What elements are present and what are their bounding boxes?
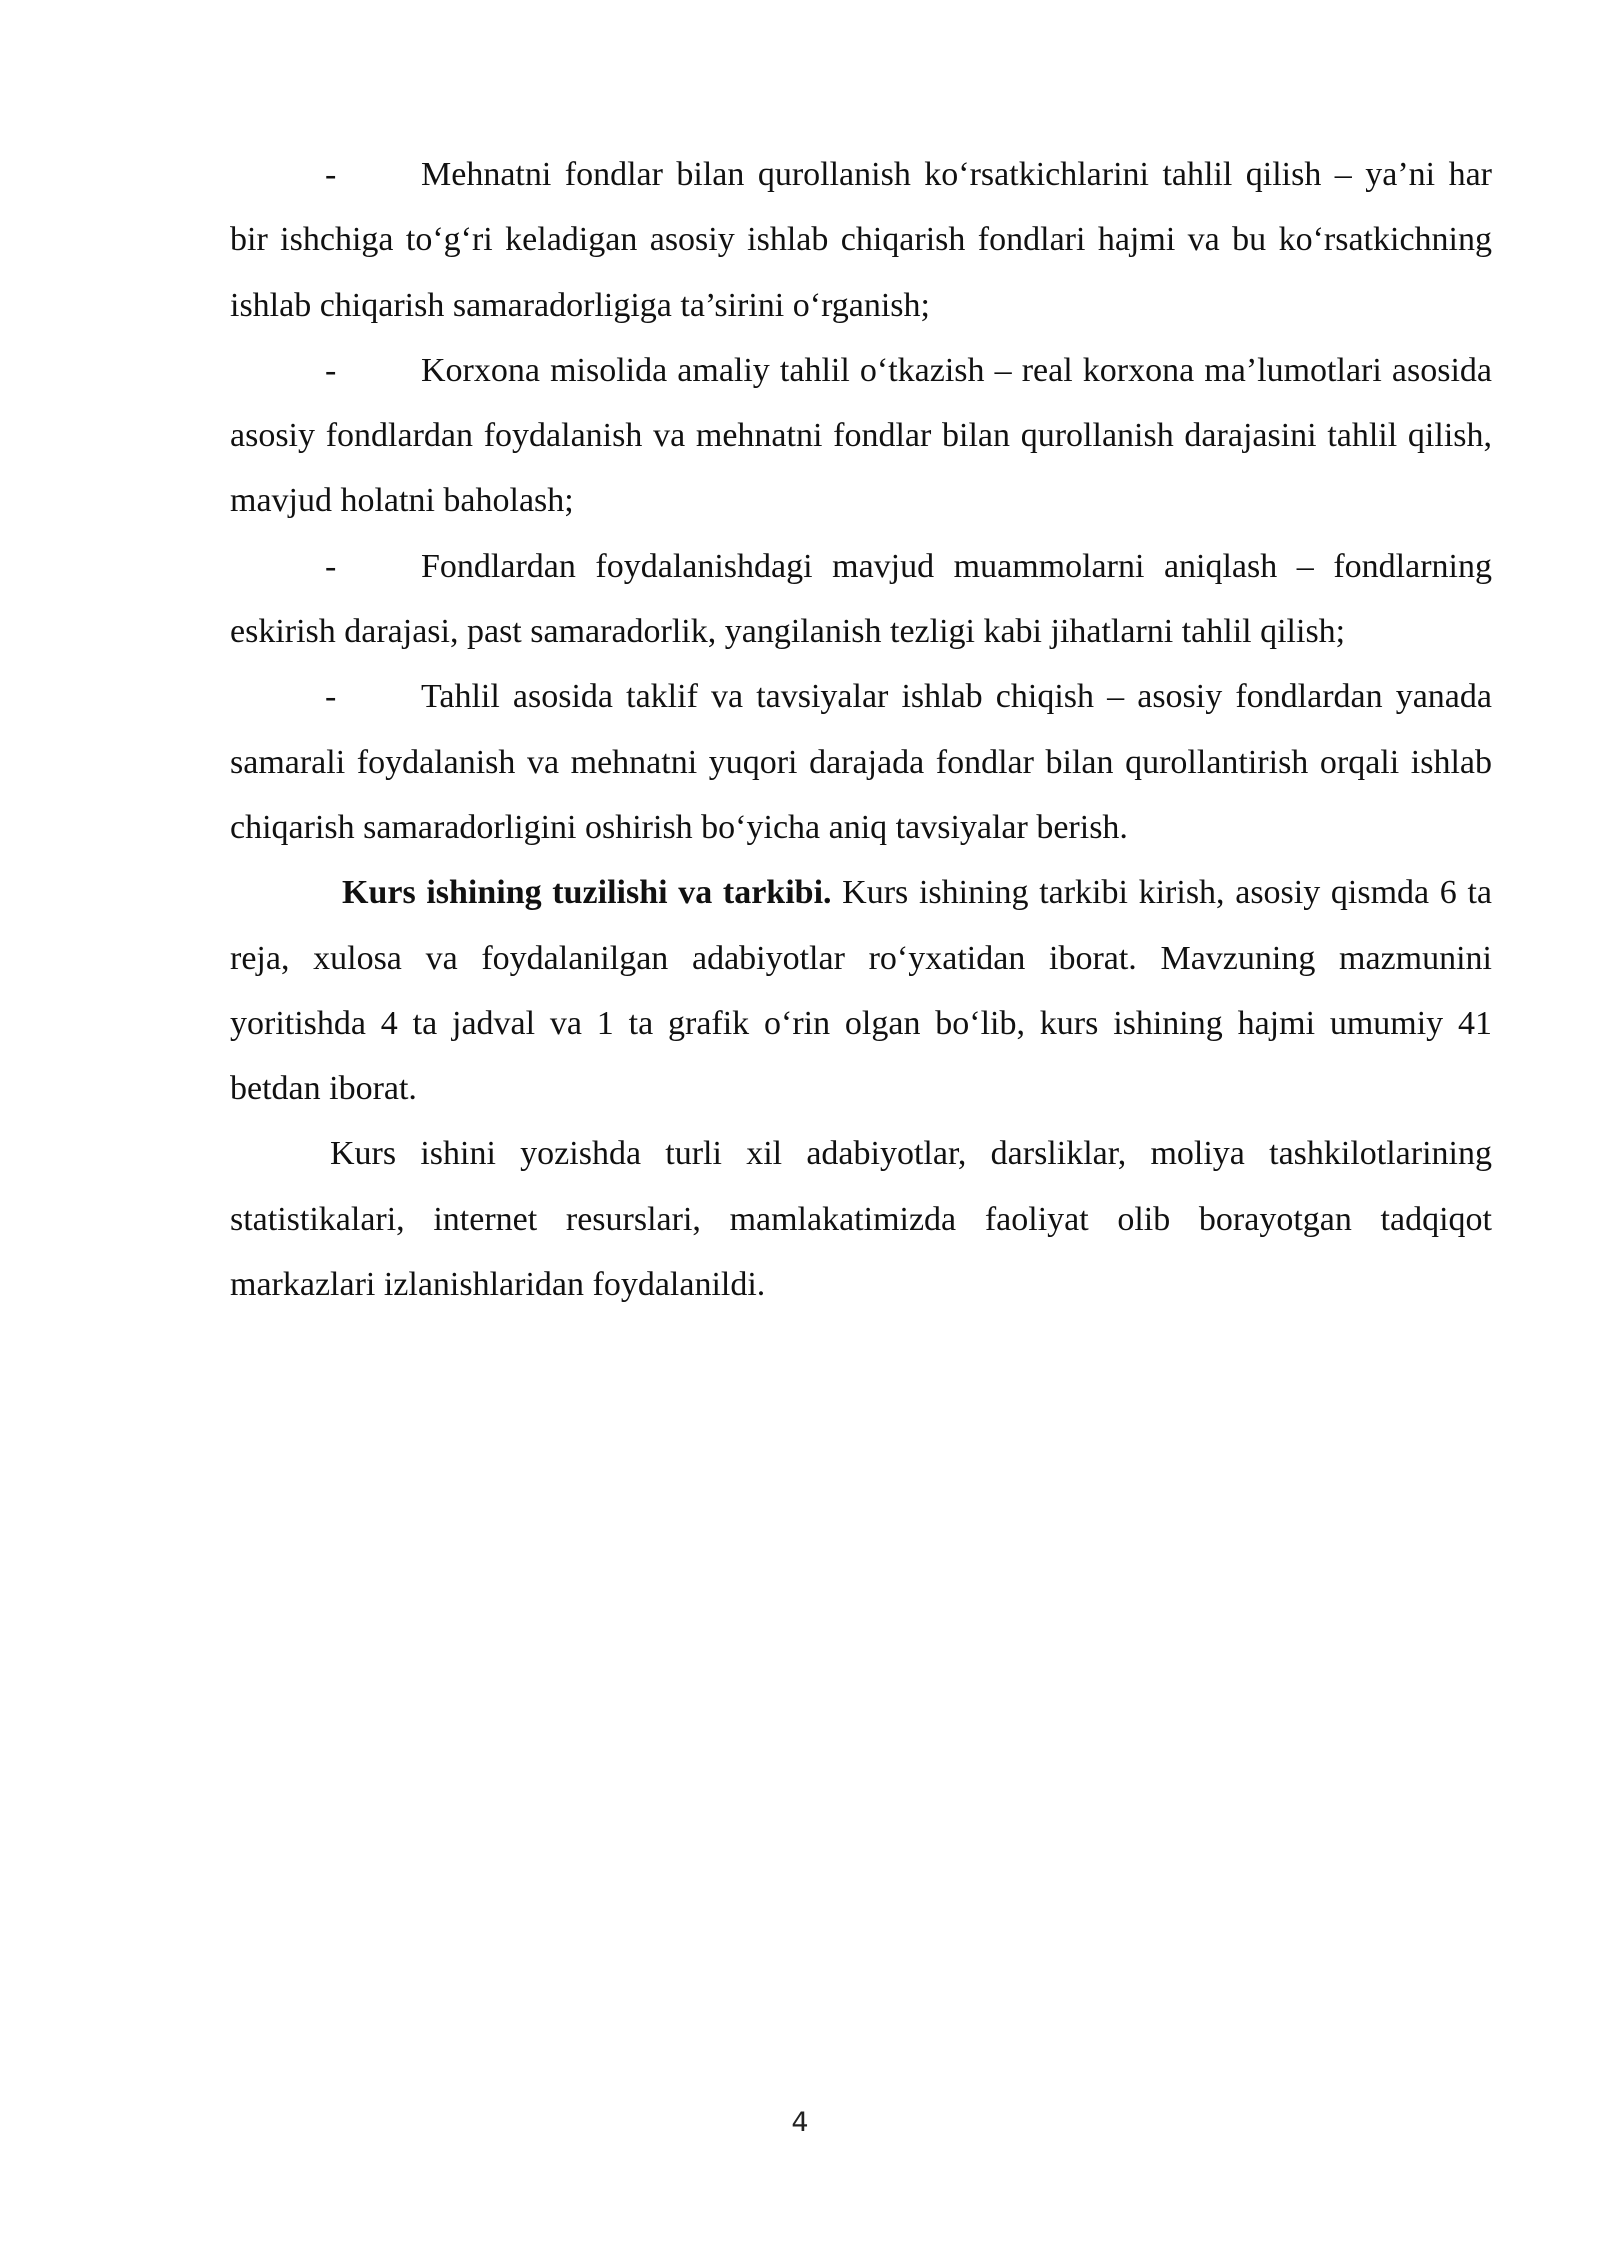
sources-paragraph: Kurs ishini yozishda turli xil adabiyotlar, darsliklar, moliya tashkilotlarining statistikalari, internet resurslari, mamlakatimizda faoliyat olib borayotgan tadqiqot markazlari izlanishlaridan foydalanildi.	[230, 1135, 1492, 1304]
page-body	[230, 142, 1492, 1317]
bullet-text: Tahlil asosida taklif va tavsiyalar ishlab chiqish – asosiy fondlardan yanada samarali foydalanish va mehnatni yuqori darajada fondlar bilan qurollantirish orqali ishlab chiqarish samaradorligini oshirish bo‘yicha aniq tavsiyalar berish.	[230, 678, 1492, 846]
bullet-text: Korxona misolida amaliy tahlil o‘tkazish – real korxona ma’lumotlari asosida asosiy fondlardan foydalanish va mehnatni fondlar bilan qurollanish darajasini tahlil qilish, mavjud holatni baholash;	[230, 351, 1492, 520]
bullet-item-practical-analysis	[230, 338, 1492, 534]
bullet-marker: -	[325, 547, 337, 585]
bullet-text: Fondlardan foydalanishdagi mavjud muammolarni aniqlash – fondlarning eskirish darajasi, past samaradorlik, yangilanish tezligi kabi jihatlarni tahlil qilish;	[230, 547, 1492, 651]
bullet-text: Mehnatni fondlar bilan qurollanish ko‘rsatkichlarini tahlil qilish – ya’ni har bir ishchiga to‘g‘ri keladigan asosiy ishlab chiqarish fondlari hajmi va bu ko‘rsatkichning ishlab chiqarish samaradorligiga ta’sirini o‘rganish;	[230, 156, 1492, 324]
structure-heading: Kurs ishining tuzilishi va tarkibi.	[342, 874, 832, 912]
page-number: 4	[791, 2107, 809, 2138]
bullet-marker: -	[325, 678, 337, 716]
structure-paragraph	[230, 860, 1492, 1121]
bullet-item-recommendations	[230, 664, 1492, 860]
bullet-marker: -	[325, 156, 337, 193]
bullet-item-problems	[230, 534, 1492, 665]
bullet-marker: -	[325, 351, 337, 389]
bullet-item-labor-equipment	[230, 142, 1492, 338]
structure-text: Kurs ishining tarkibi kirish, asosiy qismda 6 ta reja, xulosa va foydalanilgan adabiyotlar ro‘yxatidan iborat. Mavzuning mazmunini yoritishda 4 ta jadval va 1 ta grafik o‘rin olgan bo‘lib, kurs ishining hajmi umumiy 41 betdan iborat.	[230, 874, 1492, 1108]
